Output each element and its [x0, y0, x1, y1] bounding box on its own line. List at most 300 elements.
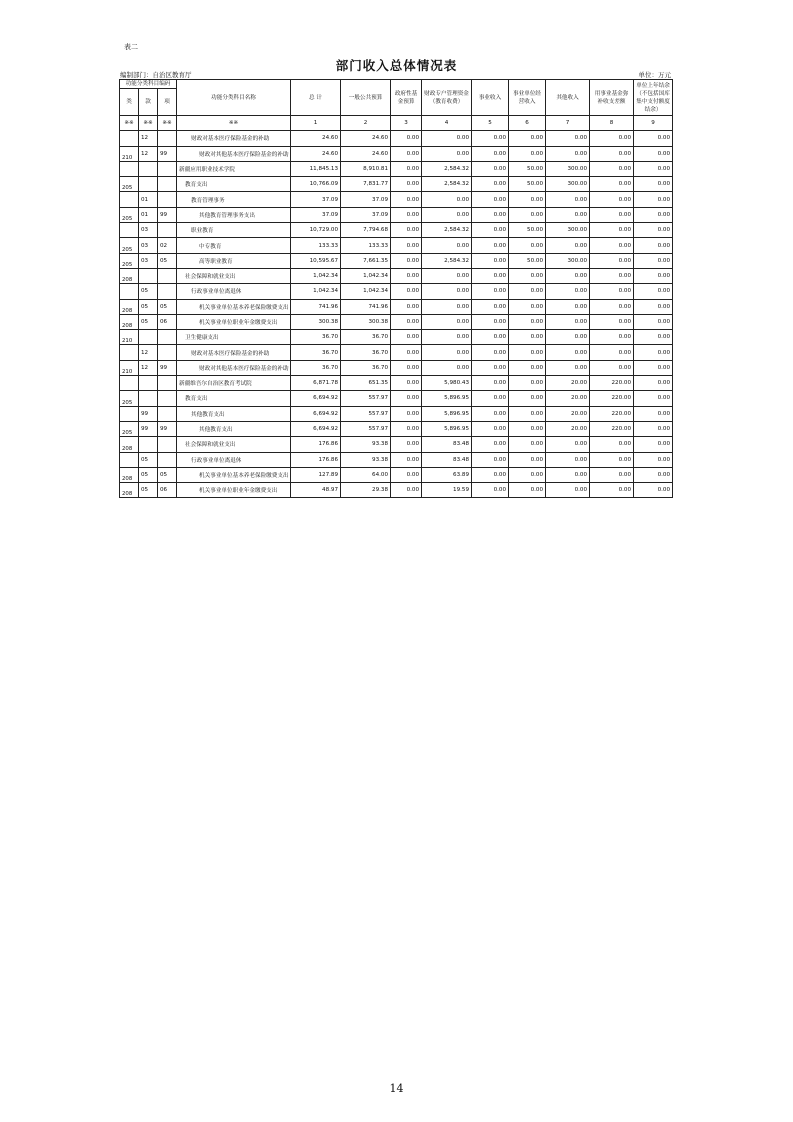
- subject-name-cell: 职业教育: [177, 223, 291, 238]
- amount-cell: 0.00: [472, 268, 509, 283]
- index-cell: ※※: [120, 116, 139, 131]
- amount-cell: 0.00: [509, 284, 546, 299]
- amount-cell: 0.00: [422, 314, 472, 329]
- amount-cell: 36.70: [341, 330, 391, 345]
- table-row: [120, 131, 673, 146]
- kuan-code-cell: 12: [139, 360, 158, 375]
- amount-cell: 0.00: [472, 330, 509, 345]
- amount-cell: 0.00: [634, 192, 673, 207]
- amount-cell: 0.00: [634, 406, 673, 421]
- amount-cell: 0.00: [546, 299, 590, 314]
- amount-cell: 0.00: [546, 467, 590, 482]
- lei-code-cell: [120, 345, 139, 360]
- amount-cell: 36.70: [291, 360, 341, 375]
- kuan-code-cell: 03: [139, 253, 158, 268]
- amount-cell: 0.00: [472, 131, 509, 146]
- amount-cell: 0.00: [422, 238, 472, 253]
- unit-label: 单位：万元: [638, 71, 671, 79]
- lei-code-cell: 205: [120, 391, 139, 406]
- amount-cell: 0.00: [472, 207, 509, 222]
- table-row: [120, 223, 673, 238]
- table-row: [120, 406, 673, 421]
- amount-cell: 300.38: [341, 314, 391, 329]
- kuan-code-cell: [139, 177, 158, 192]
- amount-cell: 10,595.67: [291, 253, 341, 268]
- amount-cell: 93.38: [341, 452, 391, 467]
- subject-name-cell: 其他教育支出: [177, 421, 291, 436]
- amount-cell: 36.70: [341, 345, 391, 360]
- amount-cell: 0.00: [391, 467, 422, 482]
- amount-cell: 2,584.32: [422, 253, 472, 268]
- lei-code-cell: [120, 452, 139, 467]
- index-cell: 6: [509, 116, 546, 131]
- amount-cell: 0.00: [590, 146, 634, 161]
- kuan-code-cell: 01: [139, 192, 158, 207]
- page-number: 14: [389, 1082, 404, 1095]
- index-cell: 4: [422, 116, 472, 131]
- amount-cell: 6,694.92: [291, 391, 341, 406]
- amount-cell: 24.60: [291, 146, 341, 161]
- operating-income-header: 事业单位经营收入: [509, 80, 546, 116]
- index-cell: ※※: [139, 116, 158, 131]
- amount-cell: 0.00: [634, 207, 673, 222]
- amount-cell: 557.97: [341, 406, 391, 421]
- amount-cell: 0.00: [422, 330, 472, 345]
- xiang-code-cell: [158, 406, 177, 421]
- xiang-code-cell: 06: [158, 483, 177, 498]
- xiang-code-cell: [158, 391, 177, 406]
- xiang-code-cell: [158, 131, 177, 146]
- amount-cell: 0.00: [422, 131, 472, 146]
- amount-cell: 0.00: [472, 406, 509, 421]
- amount-cell: 0.00: [391, 299, 422, 314]
- table-row: [120, 268, 673, 283]
- amount-cell: 0.00: [590, 360, 634, 375]
- amount-cell: 0.00: [634, 238, 673, 253]
- table-row: [120, 376, 673, 391]
- xiang-code-cell: [158, 452, 177, 467]
- amount-cell: 0.00: [391, 406, 422, 421]
- table-row: [120, 314, 673, 329]
- amount-cell: 36.70: [291, 345, 341, 360]
- amount-cell: 0.00: [590, 483, 634, 498]
- table-row: [120, 299, 673, 314]
- amount-cell: 0.00: [546, 192, 590, 207]
- amount-cell: 0.00: [472, 146, 509, 161]
- amount-cell: 0.00: [391, 314, 422, 329]
- xiang-code-cell: 05: [158, 467, 177, 482]
- amount-cell: 0.00: [634, 467, 673, 482]
- subject-name-cell: 财政对其他基本医疗保险基金的补助: [177, 146, 291, 161]
- amount-cell: 0.00: [634, 131, 673, 146]
- amount-cell: 0.00: [546, 146, 590, 161]
- header-row: [120, 80, 673, 89]
- amount-cell: 0.00: [590, 314, 634, 329]
- amount-cell: 0.00: [634, 391, 673, 406]
- amount-cell: 7,794.68: [341, 223, 391, 238]
- index-cell: 9: [634, 116, 673, 131]
- amount-cell: 0.00: [590, 299, 634, 314]
- amount-cell: 0.00: [509, 131, 546, 146]
- kuan-code-cell: 05: [139, 467, 158, 482]
- amount-cell: 0.00: [590, 131, 634, 146]
- amount-cell: 20.00: [546, 421, 590, 436]
- amount-cell: 0.00: [472, 467, 509, 482]
- amount-cell: 1,042.34: [341, 268, 391, 283]
- table-row: [120, 192, 673, 207]
- amount-cell: 0.00: [472, 223, 509, 238]
- subject-name-cell: 机关事业单位职业年金缴费支出: [177, 314, 291, 329]
- index-cell: ※※: [158, 116, 177, 131]
- amount-cell: 0.00: [634, 437, 673, 452]
- amount-cell: 0.00: [422, 207, 472, 222]
- amount-cell: 0.00: [634, 421, 673, 436]
- amount-cell: 0.00: [472, 253, 509, 268]
- subject-name-cell: 社会保障和就业支出: [177, 437, 291, 452]
- amount-cell: 0.00: [634, 253, 673, 268]
- xiang-code-cell: [158, 284, 177, 299]
- subject-name-cell: 其他教育支出: [177, 406, 291, 421]
- table-row: [120, 238, 673, 253]
- amount-cell: 0.00: [546, 314, 590, 329]
- lei-code-cell: [120, 223, 139, 238]
- amount-cell: 50.00: [509, 223, 546, 238]
- other-income-header: 其他收入: [546, 80, 590, 116]
- amount-cell: 50.00: [509, 161, 546, 176]
- xiang-header: 项: [158, 89, 177, 116]
- amount-cell: 20.00: [546, 391, 590, 406]
- amount-cell: 220.00: [590, 391, 634, 406]
- amount-cell: 37.09: [291, 192, 341, 207]
- xiang-code-cell: 99: [158, 360, 177, 375]
- amount-cell: 6,871.78: [291, 376, 341, 391]
- amount-cell: 0.00: [472, 161, 509, 176]
- amount-cell: 50.00: [509, 177, 546, 192]
- amount-cell: 557.97: [341, 421, 391, 436]
- index-cell: 5: [472, 116, 509, 131]
- amount-cell: 24.60: [341, 131, 391, 146]
- xiang-code-cell: 06: [158, 314, 177, 329]
- amount-cell: 83.48: [422, 452, 472, 467]
- amount-cell: 0.00: [391, 437, 422, 452]
- amount-cell: 10,766.09: [291, 177, 341, 192]
- kuan-code-cell: 05: [139, 299, 158, 314]
- amount-cell: 0.00: [509, 421, 546, 436]
- table-row: [120, 284, 673, 299]
- lei-code-cell: 205: [120, 177, 139, 192]
- table-row: [120, 391, 673, 406]
- xiang-code-cell: [158, 330, 177, 345]
- subject-name-cell: 教育管理事务: [177, 192, 291, 207]
- xiang-code-cell: [158, 192, 177, 207]
- amount-cell: 0.00: [590, 467, 634, 482]
- amount-cell: 0.00: [590, 345, 634, 360]
- amount-cell: 37.09: [291, 207, 341, 222]
- amount-cell: 0.00: [509, 238, 546, 253]
- amount-cell: 0.00: [472, 299, 509, 314]
- amount-cell: 0.00: [634, 177, 673, 192]
- amount-cell: 0.00: [590, 238, 634, 253]
- amount-cell: 24.60: [291, 131, 341, 146]
- amount-cell: 0.00: [590, 268, 634, 283]
- amount-cell: 93.38: [341, 437, 391, 452]
- index-cell: 2: [341, 116, 391, 131]
- table-tag: 表二: [124, 43, 138, 51]
- amount-cell: 0.00: [546, 268, 590, 283]
- kuan-code-cell: [139, 437, 158, 452]
- subject-name-cell: 财政对基本医疗保险基金的补助: [177, 131, 291, 146]
- amount-cell: 220.00: [590, 406, 634, 421]
- index-cell: 1: [291, 116, 341, 131]
- amount-cell: 0.00: [391, 131, 422, 146]
- amount-cell: 0.00: [472, 483, 509, 498]
- lei-code-cell: [120, 192, 139, 207]
- amount-cell: 6,694.92: [291, 421, 341, 436]
- index-cell: 7: [546, 116, 590, 131]
- amount-cell: 0.00: [422, 345, 472, 360]
- lei-code-cell: 208: [120, 299, 139, 314]
- subject-name-cell: 行政事业单位离退休: [177, 284, 291, 299]
- amount-cell: 0.00: [422, 299, 472, 314]
- table-row: [120, 421, 673, 436]
- amount-cell: 0.00: [509, 437, 546, 452]
- subject-name-cell: 财政对基本医疗保险基金的补助: [177, 345, 291, 360]
- amount-cell: 0.00: [472, 314, 509, 329]
- kuan-code-cell: 12: [139, 146, 158, 161]
- amount-cell: 64.00: [341, 467, 391, 482]
- amount-cell: 0.00: [472, 345, 509, 360]
- amount-cell: 19.59: [422, 483, 472, 498]
- amount-cell: 0.00: [546, 131, 590, 146]
- amount-cell: 0.00: [634, 284, 673, 299]
- amount-cell: 24.60: [341, 146, 391, 161]
- amount-cell: 5,896.95: [422, 406, 472, 421]
- table-row: [120, 207, 673, 222]
- amount-cell: 0.00: [472, 238, 509, 253]
- amount-cell: 36.70: [291, 330, 341, 345]
- amount-cell: 0.00: [590, 177, 634, 192]
- amount-cell: 0.00: [422, 360, 472, 375]
- amount-cell: 741.96: [291, 299, 341, 314]
- amount-cell: 133.33: [341, 238, 391, 253]
- subject-name-cell: 卫生健康支出: [177, 330, 291, 345]
- amount-cell: 0.00: [391, 146, 422, 161]
- table-row: [120, 161, 673, 176]
- lei-code-cell: 208: [120, 467, 139, 482]
- amount-cell: 50.00: [509, 253, 546, 268]
- total-header: 总 计: [291, 80, 341, 116]
- index-cell: ※※: [177, 116, 291, 131]
- amount-cell: 0.00: [546, 483, 590, 498]
- amount-cell: 0.00: [634, 360, 673, 375]
- amount-cell: 127.89: [291, 467, 341, 482]
- amount-cell: 0.00: [634, 330, 673, 345]
- amount-cell: 20.00: [546, 376, 590, 391]
- amount-cell: 0.00: [509, 192, 546, 207]
- subject-name-cell: 新疆维吾尔自治区教育考试院: [177, 376, 291, 391]
- amount-cell: 0.00: [509, 360, 546, 375]
- kuan-code-cell: 12: [139, 131, 158, 146]
- subject-name-cell: 社会保障和就业支出: [177, 268, 291, 283]
- amount-cell: 0.00: [590, 437, 634, 452]
- amount-cell: 0.00: [391, 360, 422, 375]
- amount-cell: 300.00: [546, 161, 590, 176]
- table-row: [120, 452, 673, 467]
- subject-name-cell: 教育支出: [177, 177, 291, 192]
- amount-cell: 0.00: [472, 284, 509, 299]
- business-income-header: 事业收入: [472, 80, 509, 116]
- amount-cell: 0.00: [509, 376, 546, 391]
- reserve-fund-header: 用事业基金弥补收支差额: [590, 80, 634, 116]
- amount-cell: 29.38: [341, 483, 391, 498]
- amount-cell: 220.00: [590, 421, 634, 436]
- amount-cell: 0.00: [391, 376, 422, 391]
- lei-code-cell: [120, 131, 139, 146]
- department-label: 编制部门：自治区教育厅: [120, 71, 192, 79]
- lei-code-cell: 210: [120, 360, 139, 375]
- amount-cell: 0.00: [391, 177, 422, 192]
- table-row: [120, 467, 673, 482]
- amount-cell: 10,729.00: [291, 223, 341, 238]
- kuan-code-cell: [139, 268, 158, 283]
- amount-cell: 0.00: [590, 253, 634, 268]
- xiang-code-cell: [158, 161, 177, 176]
- table-row: [120, 437, 673, 452]
- index-cell: 8: [590, 116, 634, 131]
- amount-cell: 0.00: [634, 223, 673, 238]
- amount-cell: 0.00: [634, 376, 673, 391]
- amount-cell: 7,661.35: [341, 253, 391, 268]
- amount-cell: 651.35: [341, 376, 391, 391]
- amount-cell: 300.38: [291, 314, 341, 329]
- lei-code-cell: 205: [120, 207, 139, 222]
- amount-cell: 0.00: [391, 207, 422, 222]
- index-cell: 3: [391, 116, 422, 131]
- amount-cell: 83.48: [422, 437, 472, 452]
- amount-cell: 0.00: [509, 146, 546, 161]
- amount-cell: 0.00: [391, 483, 422, 498]
- amount-cell: 11,845.13: [291, 161, 341, 176]
- lei-code-cell: [120, 406, 139, 421]
- amount-cell: 0.00: [509, 345, 546, 360]
- kuan-code-cell: 05: [139, 483, 158, 498]
- kuan-code-cell: 05: [139, 314, 158, 329]
- amount-cell: 0.00: [391, 421, 422, 436]
- subject-name-cell: 机关事业单位基本养老保险缴费支出: [177, 299, 291, 314]
- lei-code-cell: [120, 284, 139, 299]
- amount-cell: 0.00: [509, 391, 546, 406]
- amount-cell: 0.00: [590, 161, 634, 176]
- amount-cell: 0.00: [509, 330, 546, 345]
- amount-cell: 0.00: [634, 268, 673, 283]
- amount-cell: 0.00: [546, 238, 590, 253]
- subject-name-cell: 机关事业单位职业年金缴费支出: [177, 483, 291, 498]
- amount-cell: 0.00: [472, 360, 509, 375]
- amount-cell: 220.00: [590, 376, 634, 391]
- kuan-code-cell: 05: [139, 452, 158, 467]
- amount-cell: 1,042.34: [291, 268, 341, 283]
- table-body: [120, 116, 673, 498]
- amount-cell: 36.70: [341, 360, 391, 375]
- amount-cell: 0.00: [422, 284, 472, 299]
- general-budget-header: 一般公共预算: [341, 80, 391, 116]
- amount-cell: 0.00: [634, 161, 673, 176]
- amount-cell: 0.00: [472, 452, 509, 467]
- amount-cell: 0.00: [391, 391, 422, 406]
- xiang-code-cell: 99: [158, 207, 177, 222]
- lei-code-cell: 205: [120, 238, 139, 253]
- amount-cell: 0.00: [634, 452, 673, 467]
- amount-cell: 0.00: [422, 268, 472, 283]
- table-row: [120, 360, 673, 375]
- amount-cell: 5,896.95: [422, 421, 472, 436]
- amount-cell: 1,042.34: [291, 284, 341, 299]
- amount-cell: 2,584.32: [422, 223, 472, 238]
- amount-cell: 20.00: [546, 406, 590, 421]
- amount-cell: 0.00: [634, 345, 673, 360]
- amount-cell: 0.00: [391, 253, 422, 268]
- amount-cell: 0.00: [509, 314, 546, 329]
- subject-name-cell: 教育支出: [177, 391, 291, 406]
- amount-cell: 48.97: [291, 483, 341, 498]
- amount-cell: 0.00: [472, 437, 509, 452]
- subject-name-cell: 机关事业单位基本养老保险缴费支出: [177, 467, 291, 482]
- kuan-code-cell: 03: [139, 223, 158, 238]
- amount-cell: 741.96: [341, 299, 391, 314]
- amount-cell: 0.00: [590, 207, 634, 222]
- amount-cell: 0.00: [472, 376, 509, 391]
- amount-cell: 0.00: [590, 284, 634, 299]
- kuan-code-cell: 01: [139, 207, 158, 222]
- amount-cell: 0.00: [546, 452, 590, 467]
- amount-cell: 300.00: [546, 253, 590, 268]
- xiang-code-cell: 02: [158, 238, 177, 253]
- lei-header: 类: [120, 89, 139, 116]
- amount-cell: 5,896.95: [422, 391, 472, 406]
- amount-cell: 0.00: [391, 223, 422, 238]
- subject-name-cell: 高等职业教育: [177, 253, 291, 268]
- kuan-code-cell: 12: [139, 345, 158, 360]
- subject-name-cell: 其他教育管理事务支出: [177, 207, 291, 222]
- amount-cell: 1,042.34: [341, 284, 391, 299]
- kuan-header: 款: [139, 89, 158, 116]
- amount-cell: 7,831.77: [341, 177, 391, 192]
- amount-cell: 300.00: [546, 177, 590, 192]
- xiang-code-cell: 99: [158, 146, 177, 161]
- amount-cell: 0.00: [391, 284, 422, 299]
- amount-cell: 0.00: [509, 483, 546, 498]
- amount-cell: 0.00: [472, 391, 509, 406]
- amount-cell: 133.33: [291, 238, 341, 253]
- table-row: [120, 330, 673, 345]
- amount-cell: 37.09: [341, 207, 391, 222]
- xiang-code-cell: [158, 345, 177, 360]
- kuan-code-cell: 99: [139, 406, 158, 421]
- lei-code-cell: [120, 161, 139, 176]
- subject-name-cell: 新疆应用职业技术学院: [177, 161, 291, 176]
- amount-cell: 0.00: [634, 314, 673, 329]
- table-row: [120, 146, 673, 161]
- table-row: [120, 483, 673, 498]
- kuan-code-cell: [139, 330, 158, 345]
- amount-cell: 0.00: [546, 284, 590, 299]
- amount-cell: 0.00: [391, 452, 422, 467]
- kuan-code-cell: [139, 376, 158, 391]
- amount-cell: 176.86: [291, 437, 341, 452]
- amount-cell: 0.00: [590, 223, 634, 238]
- amount-cell: 0.00: [391, 345, 422, 360]
- amount-cell: 0.00: [472, 192, 509, 207]
